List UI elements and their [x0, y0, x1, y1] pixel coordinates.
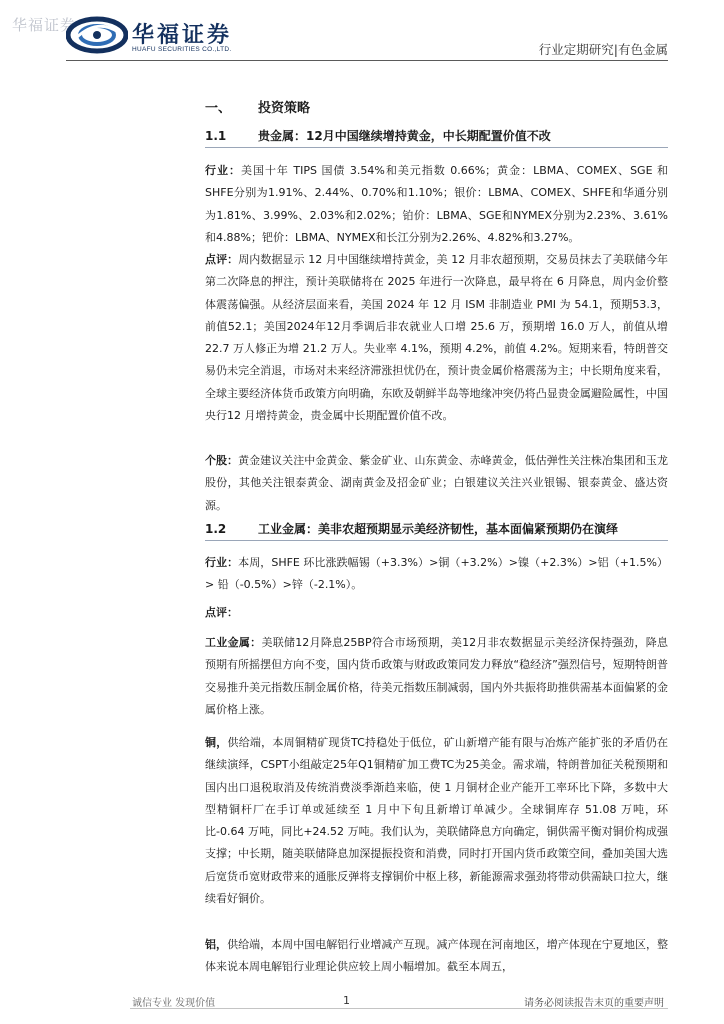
paragraph-label: 铜，: [205, 736, 228, 749]
logo-english-name: HUAFU SECURITIES CO.,LTD.: [132, 46, 232, 53]
subsection-heading-industrial: [205, 520, 618, 537]
paragraph-label: 个股：: [205, 454, 239, 467]
paragraph-text: 本周，SHFE 环比涨跌幅锡（+3.3%）>铜（+3.2%）>镍（+2.3%）>铝（+1.5%）> 铅（-0.5%）>锌（-2.1%）。: [205, 556, 669, 592]
paragraph-label: 点评：: [205, 253, 239, 266]
paragraph-text: 供给端，本周铜精矿现货TC持稳处于低位，矿山新增产能有限与冶炼产能扩张的矛盾仍在继续演绎，CSPT小组敲定25年Q1铜精矿加工费TC为25美金。需求端，特朗普加征关税预期和国内出口退税取消及传统消费淡季渐趋来临，使 1 月铜材企业产能开工率环比下降，多数中大型精铜杆厂在手订单或延续至 1 月中下旬且新增订单减少。全球铜库存 51.08 万吨，环比-0.64 万吨，同比+24.52 万吨。我们认为，美联储降息方向确定，铜供需平衡对铜价构成强支撑；中长期，随美联储降息加深提振投资和消费，同时打开国内货币政策空间，叠加美国大选后宽货币宽财政带来的通胀反弹将支撑铜价中枢上移，新能源需求强劲将带动供需缺口拉大，继续看好铜价。: [205, 736, 668, 906]
subsection-title: 贵金属：12月中国继续增持黄金，中长期配置价值不改: [258, 129, 551, 143]
paragraph-stocks-precious: [205, 450, 668, 517]
logo-swirl-icon: [66, 16, 128, 54]
section-heading: [205, 97, 310, 116]
subsection-divider: [205, 147, 668, 148]
section-title: 投资策略: [258, 101, 311, 116]
subsection-divider: [205, 540, 668, 541]
subsection-heading-precious: [205, 127, 551, 144]
paragraph-text: 黄金建议关注中金黄金、紫金矿业、山东黄金、赤峰黄金，低估弹性关注株冶集团和玉龙股份，其他关注银泰黄金、湖南黄金及招金矿业；白银建议关注兴业银锡、银泰黄金、盛达资源。: [205, 454, 669, 512]
footer-disclaimer: 请务必阅读报告末页的重要声明: [524, 998, 664, 1009]
paragraph-label: 铝，: [205, 938, 228, 951]
company-logo: [66, 12, 246, 58]
section-number: 一、: [205, 101, 232, 116]
paragraph-label: 行业：: [205, 164, 241, 177]
paragraph-comment-precious: [205, 249, 668, 427]
paragraph-industry-precious: [205, 160, 668, 249]
page-number: 1: [343, 994, 350, 1007]
paragraph-copper: [205, 732, 668, 910]
paragraph-aluminum: [205, 934, 668, 979]
paragraph-industry-industrial: [205, 552, 668, 597]
paragraph-industrial-metals: [205, 632, 668, 721]
header-divider: [66, 60, 668, 61]
paragraph-label: 点评：: [205, 606, 238, 619]
paragraph-text: 美国十年 TIPS 国债 3.54%和美元指数 0.66%；黄金：LBMA、COMEX、SGE 和SHFE分别为1.91%、2.44%、0.70%和1.10%；银价：LBMA、COMEX、SHFE和华通分别为1.81%、3.99%、2.03%和2.02%；铂价：LBMA、SGE和NYMEX分别为2.23%、3.61%和4.88%；钯价：LBMA、NYMEX和长江分别为2.26%、4.82%和3.27%。: [205, 164, 669, 244]
paragraph-comment-label: [205, 602, 668, 624]
logo-chinese-name: 华福证券: [132, 22, 233, 48]
footer-slogan: 诚信专业 发现价值: [132, 998, 216, 1009]
paragraph-text: 供给端，本周中国电解铝行业增减产互现。减产体现在河南地区，增产体现在宁夏地区，整体来说本周电解铝行业理论供应较上周小幅增加。截至本周五，: [205, 938, 669, 974]
report-category: 行业定期研究|有色金属: [538, 42, 668, 57]
subsection-number: 1.2: [205, 522, 227, 536]
watermark-text: 华福证券: [12, 16, 77, 34]
paragraph-text: 周内数据显示 12 月中国继续增持黄金，美 12 月非农超预期，交易员抹去了美联储今年第二次降息的押注，预计美联储将在 2025 年进行一次降息，最早将在 6 月降息，周内金价整体震荡偏强。从经济层面来看，美国 2024 年 12 月 ISM 非制造业 PMI 为 54.1，预期53.3，前值52.1；美国2024年12月季调后非农就业人口增 25.6 万，预期增 16.0 万人，前值从增 22.7 万人修正为增 21.2 万人。失业率 4.1%，预期 4.2%，前值 4.2%。短期来看，特朗普交易仍未完全消退，市场对未来经济滞涨担忧仍在，预计贵金属价格震荡为主；中长期角度来看，全球主要经济体货币政策方向明确，东欧及朝鲜半岛等地缘冲突仍将凸显贵金属避险属性，中国央行12 月增持黄金，贵金属中长期配置价值不改。: [205, 253, 669, 423]
paragraph-text: 美联储12月降息25BP符合市场预期，美12月非农数据显示美经济保持强劲，降息预期有所摇摆但方向不变，国内货币政策与财政政策同发力释放“稳经济”强烈信号，短期特朗普交易推升美元指数压制金属价格，待美元指数压制减弱，国内外共振将助推供需基本面偏紧的金属价格上涨。: [205, 636, 669, 716]
paragraph-label: 行业：: [205, 556, 239, 569]
paragraph-label: 工业金属：: [205, 636, 262, 649]
subsection-title: 工业金属：美非农超预期显示美经济韧性，基本面偏紧预期仍在演绎: [258, 522, 619, 536]
subsection-number: 1.1: [205, 129, 227, 143]
